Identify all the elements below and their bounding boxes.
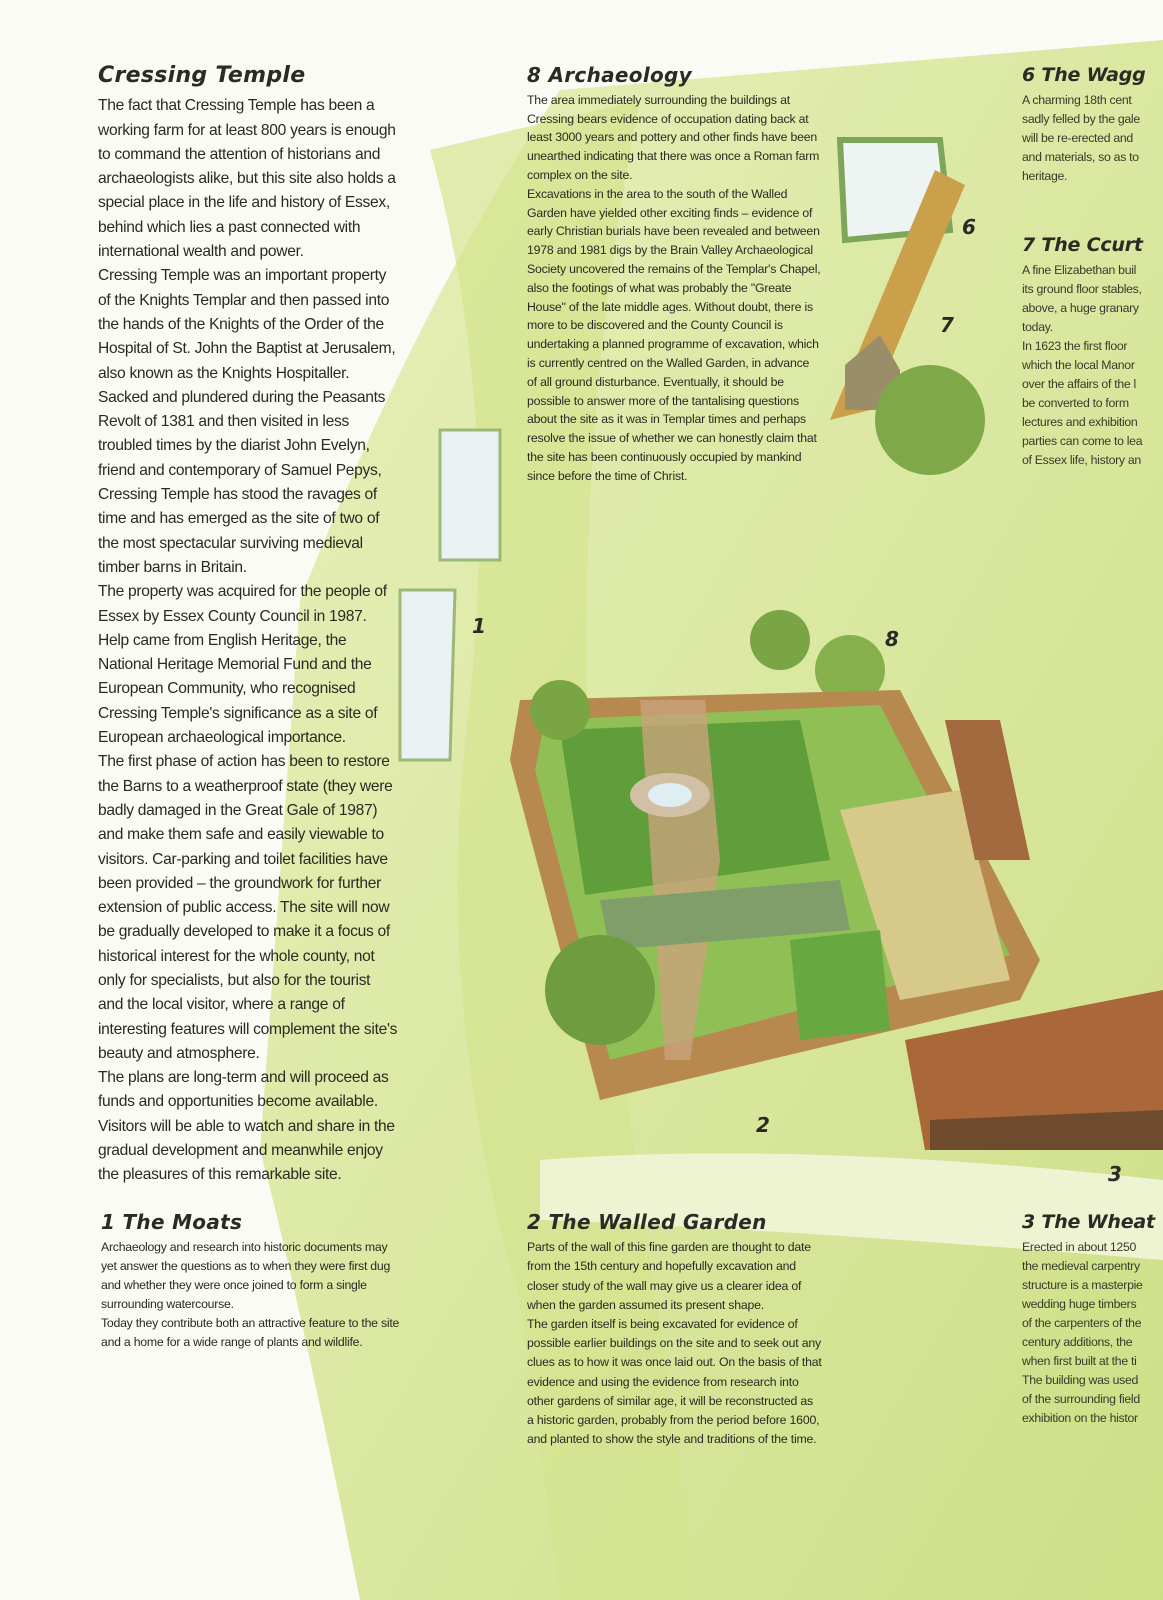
text-line: The building was used bbox=[1022, 1373, 1139, 1387]
waggon-section bbox=[1022, 66, 1160, 186]
text-line: A charming 18th cent bbox=[1022, 93, 1132, 107]
moats-paragraph: Archaeology and research into historic documents may yet answer the questions as to when they were first dug and whether they were once joined to form a single surrounding watercourse. bbox=[101, 1240, 391, 1311]
court-section bbox=[1022, 236, 1160, 470]
text-line: sadly felled by the gale bbox=[1022, 112, 1140, 126]
wheat-barn-section bbox=[1022, 1213, 1160, 1428]
waggon-title: 6 The Wagg bbox=[1022, 64, 1146, 86]
text-line: will be re-erected and bbox=[1022, 131, 1133, 145]
intro-title: Cressing Temple bbox=[98, 63, 306, 88]
court-title: 7 The Ccurt bbox=[1022, 234, 1143, 256]
text-line: wedding huge timbers bbox=[1022, 1297, 1137, 1311]
text-line: the medieval carpentry bbox=[1022, 1259, 1140, 1273]
text-line: be converted to form bbox=[1022, 396, 1129, 410]
archaeology-title: 8 Archaeology bbox=[527, 63, 692, 87]
text-line: A fine Elizabethan buil bbox=[1022, 263, 1137, 277]
archaeology-section bbox=[527, 63, 822, 486]
intro-paragraph: Cressing Temple was an important property of the Knights Templar and then passed into the hands of the Knights of the Order of the Hospital of St. John the Baptist at Jerusalem, also known as the Knights Hospitaller. Sacked and plundered during the Peasants Revolt of 1381 and then visited in less troubled times by the diarist John Evelyn, friend and contemporary of Samuel Pepys, Cressing Temple has stood the ravages of time and has emerged as the site of two of the most spectacular surviving medieval timber barns in Britain. bbox=[98, 267, 396, 576]
text-line: today. bbox=[1022, 320, 1053, 334]
text-line: which the local Manor bbox=[1022, 358, 1135, 372]
archaeology-paragraph: The area immediately surrounding the buildings at Cressing bears evidence of occupation dating back at least 3000 years and pottery and other finds have been unearthed indicating that there was once a Roman farm complex on the site. bbox=[527, 92, 820, 182]
text-line: when first built at the ti bbox=[1022, 1354, 1137, 1368]
text-line: its ground floor stables, bbox=[1022, 282, 1142, 296]
wheat-barn-title: 3 The Wheat bbox=[1022, 1211, 1155, 1233]
moats-paragraph: Today they contribute both an attractive feature to the site and a home for a wide range of plants and wildlife. bbox=[101, 1316, 400, 1349]
map-marker-7: 7 bbox=[940, 313, 954, 337]
moats-title: 1 The Moats bbox=[101, 1210, 243, 1234]
text-line: of Essex life, history an bbox=[1022, 453, 1141, 467]
text-line: and materials, so as to bbox=[1022, 150, 1139, 164]
text-line: structure is a masterpie bbox=[1022, 1278, 1143, 1292]
text-line: century additions, the bbox=[1022, 1335, 1133, 1349]
text-line: parties can come to lea bbox=[1022, 434, 1143, 448]
map-marker-3: 3 bbox=[1108, 1162, 1122, 1186]
moats-section bbox=[101, 1210, 401, 1352]
walled-garden-title: 2 The Walled Garden bbox=[527, 1210, 767, 1234]
intro-paragraph: The first phase of action has been to restore the Barns to a weatherproof state (they were badly damaged in the Great Gale of 1987) and make them safe and easily viewable to visitors. Car-parking and toilet facilities have been provided – the groundwork for further extension of public access. The site will now be gradually developed to make it a focus of historical interest for the whole county, not only for specialists, but also for the tourist and the local visitor, where a range of interesting features will complement the site's beauty and atmosphere. bbox=[98, 753, 398, 1062]
walled-garden-section bbox=[527, 1210, 822, 1449]
text-line: In 1623 the first floor bbox=[1022, 339, 1128, 353]
text-line: of the carpenters of the bbox=[1022, 1316, 1142, 1330]
intro-section bbox=[98, 64, 398, 1188]
text-line: exhibition on the histor bbox=[1022, 1411, 1138, 1425]
map-marker-6: 6 bbox=[962, 215, 976, 239]
text-line: lectures and exhibition bbox=[1022, 415, 1138, 429]
map-marker-8: 8 bbox=[885, 627, 899, 651]
intro-paragraph: The plans are long-term and will proceed as funds and opportunities become available. Visitors will be able to watch and share in the gradual development and meanwhile enjoy the pleasures of this remarkable site. bbox=[98, 1069, 395, 1184]
text-line: Erected in about 1250 bbox=[1022, 1240, 1137, 1254]
text-line: heritage. bbox=[1022, 169, 1068, 183]
text-line: of the surrounding field bbox=[1022, 1392, 1140, 1406]
map-marker-2: 2 bbox=[756, 1113, 770, 1137]
text-line: over the affairs of the l bbox=[1022, 377, 1136, 391]
intro-paragraph: The fact that Cressing Temple has been a working farm for at least 800 years is enough to command the attention of historians and archaeologists alike, but this site also holds a special place in the life and history of Essex, behind which lies a past connected with international wealth and power. bbox=[98, 97, 396, 261]
walled-garden-paragraph: The garden itself is being excavated for evidence of possible earlier buildings on the site and to seek out any clues as to how it was once laid out. On the basis of that evidence and using the evidence from research into other gardens of similar age, it will be reconstructed as a historic garden, probably from the period before 1600, and planted to show the style and traditions of the time. bbox=[527, 1317, 822, 1447]
archaeology-paragraph: Excavations in the area to the south of the Walled Garden have yielded other exciting finds – evidence of early Christian burials have been revealed and between 1978 and 1981 digs by the Brain Valley Archaeological Society uncovered the remains of the Templar's Chapel, also the footings of what was probably the "Greate House" of the late middle ages. Without doubt, there is more to be discovered and the County Council is undertaking a planned programme of excavation, which is currently centred on the Walled Garden, in advance of all ground disturbance. Eventually, it should be possible to answer more of the tantalising questions about the site as it was in Templar times and perhaps resolve the issue of whether we can honestly claim that the site has been continuously occupied by mankind since before the time of Christ. bbox=[527, 186, 821, 483]
intro-paragraph: The property was acquired for the people of Essex by Essex County Council in 1987. Help came from English Heritage, the National Heritage Memorial Fund and the European Community, who recognised Cressing Temple's significance as a site of European archaeological importance. bbox=[98, 583, 387, 747]
map-marker-1: 1 bbox=[472, 614, 486, 638]
walled-garden-paragraph: Parts of the wall of this fine garden are thought to date from the 15th century and hopefully excavation and closer study of the wall may give us a clearer idea of when the garden assumed its present shape. bbox=[527, 1240, 811, 1312]
text-line: above, a huge granary bbox=[1022, 301, 1139, 315]
